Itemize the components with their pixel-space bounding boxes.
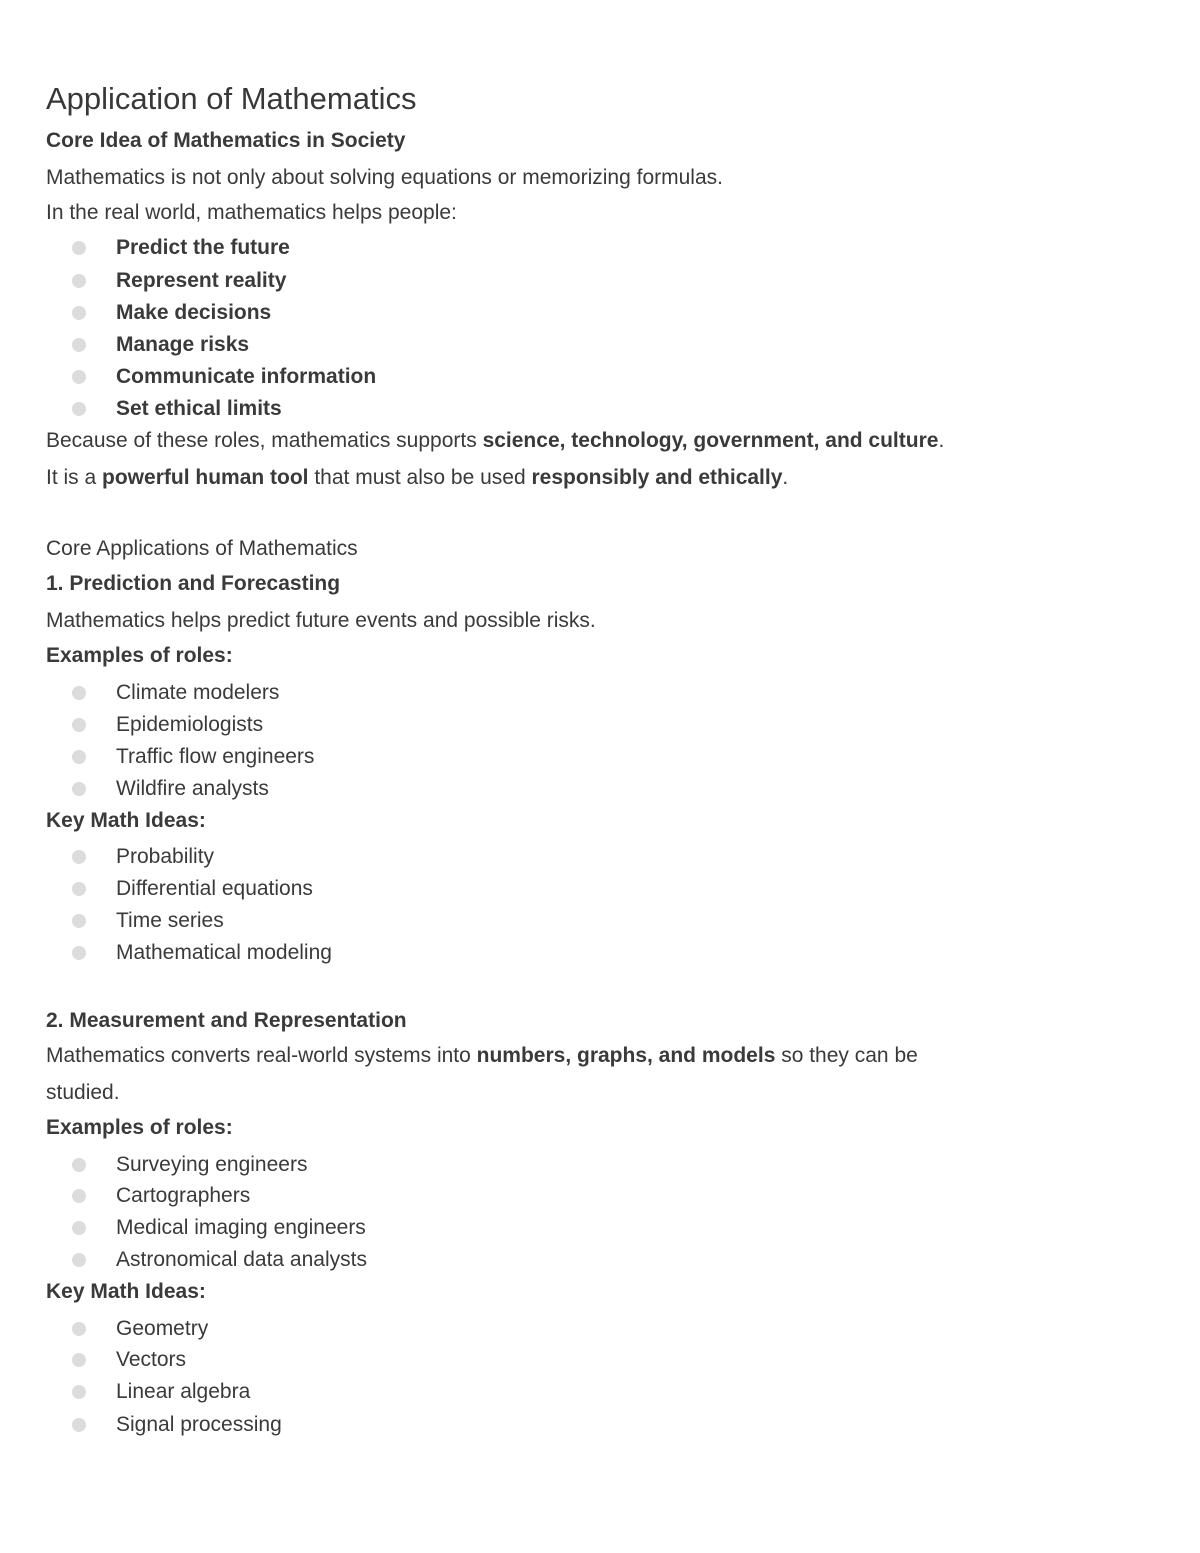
bullet-icon xyxy=(72,946,86,960)
section2-desc-text: Mathematics converts real-world systems into xyxy=(46,1044,477,1067)
bullet-icon xyxy=(72,370,86,384)
list-item-label: Surveying engineers xyxy=(116,1153,308,1176)
section-heading-core-idea: Core Idea of Mathematics in Society xyxy=(46,129,406,152)
section-heading-measurement: 2. Measurement and Representation xyxy=(46,1009,407,1032)
list-item-label: Medical imaging engineers xyxy=(116,1216,366,1239)
tool-middle-text: that must also be used xyxy=(308,466,532,489)
bullet-icon xyxy=(72,1353,86,1367)
list-item-label: Linear algebra xyxy=(116,1380,251,1403)
bullet-icon xyxy=(72,718,86,732)
list-item-label: Time series xyxy=(116,909,224,932)
bullet-icon xyxy=(72,1189,86,1203)
page-title: Application of Mathematics xyxy=(46,81,417,116)
list-item-label: Mathematical modeling xyxy=(116,941,332,964)
list-item-label: Manage risks xyxy=(116,333,250,356)
list-item-label: Climate modelers xyxy=(116,681,280,704)
bullet-icon xyxy=(72,750,86,764)
examples-label: Examples of roles: xyxy=(46,1116,233,1139)
bullet-icon xyxy=(72,914,86,928)
list-item-label: Vectors xyxy=(116,1348,187,1371)
bullet-icon xyxy=(72,1322,86,1336)
roles-bold-text: science, technology, government, and culture xyxy=(482,429,939,452)
bullet-icon xyxy=(72,1418,86,1432)
roles-paragraph xyxy=(46,427,944,455)
bullet-icon xyxy=(72,306,86,320)
list-item-label: Predict the future xyxy=(116,236,290,259)
bullet-icon xyxy=(72,402,86,416)
bullet-icon xyxy=(72,1158,86,1172)
bullet-icon xyxy=(72,686,86,700)
bullet-icon xyxy=(72,1385,86,1399)
list-item-label: Make decisions xyxy=(116,301,272,324)
tool-text: It is a xyxy=(46,466,103,489)
key-ideas-label: Key Math Ideas: xyxy=(46,809,206,832)
bullet-icon xyxy=(72,1221,86,1235)
list-item-label: Cartographers xyxy=(116,1184,251,1207)
section1-description: Mathematics helps predict future events and possible risks. xyxy=(46,609,596,632)
list-item-label: Set ethical limits xyxy=(116,397,282,420)
list-item-label: Differential equations xyxy=(116,877,313,900)
list-item-label: Geometry xyxy=(116,1317,209,1340)
section-heading-prediction: 1. Prediction and Forecasting xyxy=(46,572,341,595)
bullet-icon xyxy=(72,882,86,896)
section2-description xyxy=(46,1042,918,1070)
roles-suffix: . xyxy=(938,429,945,452)
tool-paragraph xyxy=(46,464,788,492)
tool-suffix: . xyxy=(782,466,789,489)
list-item-label: Signal processing xyxy=(116,1413,282,1436)
section2-desc-bold: numbers, graphs, and models xyxy=(476,1044,776,1067)
intro-paragraph-2: In the real world, mathematics helps people: xyxy=(46,201,457,224)
section2-description-line2: studied. xyxy=(46,1081,120,1104)
roles-text: Because of these roles, mathematics supports xyxy=(46,429,483,452)
tool-bold-text-2: responsibly and ethically xyxy=(531,466,783,489)
section-heading-core-applications: Core Applications of Mathematics xyxy=(46,537,358,560)
intro-paragraph-1: Mathematics is not only about solving equations or memorizing formulas. xyxy=(46,166,723,189)
list-item-label: Astronomical data analysts xyxy=(116,1248,367,1271)
list-item-label: Communicate information xyxy=(116,365,377,388)
bullet-icon xyxy=(72,274,86,288)
list-item-label: Traffic flow engineers xyxy=(116,745,315,768)
bullet-icon xyxy=(72,241,86,255)
tool-bold-text: powerful human tool xyxy=(102,466,309,489)
list-item-label: Probability xyxy=(116,845,215,868)
examples-label: Examples of roles: xyxy=(46,644,233,667)
section2-desc-suffix: so they can be xyxy=(775,1044,918,1067)
list-item-label: Wildfire analysts xyxy=(116,777,269,800)
bullet-icon xyxy=(72,338,86,352)
list-item-label: Epidemiologists xyxy=(116,713,264,736)
bullet-icon xyxy=(72,1253,86,1267)
bullet-icon xyxy=(72,782,86,796)
bullet-icon xyxy=(72,850,86,864)
list-item-label: Represent reality xyxy=(116,269,287,292)
key-ideas-label: Key Math Ideas: xyxy=(46,1280,206,1303)
